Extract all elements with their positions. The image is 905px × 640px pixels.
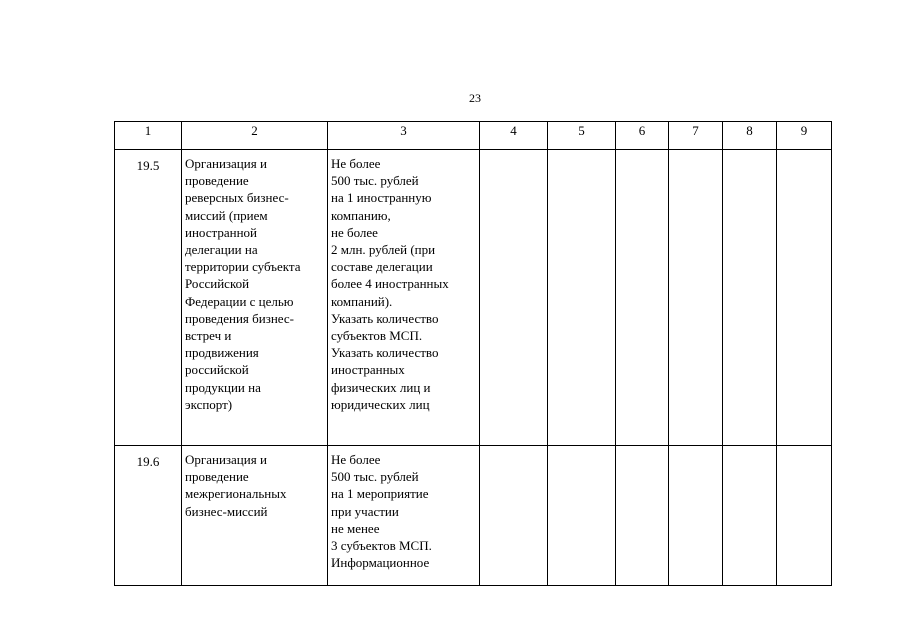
row-description <box>328 446 480 586</box>
text-line: компаний). <box>331 293 393 309</box>
header-col-5: 5 <box>548 122 616 150</box>
program-table <box>114 121 832 586</box>
text-line: не менее <box>331 520 380 536</box>
text-line: более 4 иностранных <box>331 276 449 292</box>
empty-cell <box>480 150 548 446</box>
text-line: 2 млн. рублей (при <box>331 242 436 258</box>
text-line: межрегиональных <box>185 486 287 502</box>
text-line: проведение <box>185 469 249 485</box>
text-line: Организация и <box>185 452 267 467</box>
empty-cell <box>669 446 723 586</box>
header-row <box>115 122 832 150</box>
text-line: Указать количество <box>331 345 439 361</box>
empty-cell <box>777 150 832 446</box>
text-line: территории субъекта <box>185 259 301 275</box>
text-line: на 1 мероприятие <box>331 486 429 502</box>
empty-cell <box>723 150 777 446</box>
text-line: миссий (прием <box>185 207 268 223</box>
empty-cell <box>548 150 616 446</box>
table-row <box>115 150 832 446</box>
text-line: проведения бизнес- <box>185 310 295 326</box>
text-line: реверсных бизнес- <box>185 190 289 206</box>
header-col-3: 3 <box>328 122 480 150</box>
text-line: не более <box>331 224 378 240</box>
text-line: иностранной <box>185 224 257 240</box>
text-line: при участии <box>331 503 399 519</box>
text-line: экспорт) <box>185 396 233 412</box>
text-line: физических лиц и <box>331 379 431 395</box>
text-line: бизнес-миссий <box>185 503 268 519</box>
row-number: 19.6 <box>115 446 182 586</box>
text-line: российской <box>185 362 249 378</box>
header-col-8: 8 <box>723 122 777 150</box>
table-row <box>115 446 832 586</box>
text-line: составе делегации <box>331 259 433 275</box>
row-number: 19.5 <box>115 150 182 446</box>
text-line: Указать количество <box>331 310 439 326</box>
header-col-6: 6 <box>616 122 669 150</box>
row-title <box>182 446 328 586</box>
header-col-9: 9 <box>777 122 832 150</box>
text-line: 500 тыс. рублей <box>331 469 419 485</box>
text-line: компанию, <box>331 207 391 223</box>
empty-cell <box>723 446 777 586</box>
text-line: встреч и <box>185 328 232 344</box>
text-line: иностранных <box>331 362 405 378</box>
empty-cell <box>616 150 669 446</box>
empty-cell <box>480 446 548 586</box>
text-line: юридических лиц <box>331 396 430 412</box>
text-line: Не более <box>331 452 381 467</box>
header-col-1: 1 <box>115 122 182 150</box>
text-line: проведение <box>185 173 249 189</box>
text-line: Организация и <box>185 156 267 171</box>
text-line: Информационное <box>331 555 430 571</box>
text-line: 500 тыс. рублей <box>331 173 419 189</box>
text-line: 3 субъектов МСП. <box>331 538 432 554</box>
text-line: продукции на <box>185 379 261 395</box>
text-line: Не более <box>331 156 381 171</box>
header-col-4: 4 <box>480 122 548 150</box>
text-line: субъектов МСП. <box>331 328 423 344</box>
empty-cell <box>548 446 616 586</box>
row-description <box>328 150 480 446</box>
row-title <box>182 150 328 446</box>
empty-cell <box>669 150 723 446</box>
text-line: на 1 иностранную <box>331 190 432 206</box>
text-line: продвижения <box>185 345 259 361</box>
text-line: Российской <box>185 276 250 292</box>
empty-cell <box>616 446 669 586</box>
empty-cell <box>777 446 832 586</box>
text-line: Федерации с целью <box>185 293 294 309</box>
header-col-7: 7 <box>669 122 723 150</box>
text-line: делегации на <box>185 242 258 258</box>
header-col-2: 2 <box>182 122 328 150</box>
page-number: 23 <box>469 91 481 105</box>
